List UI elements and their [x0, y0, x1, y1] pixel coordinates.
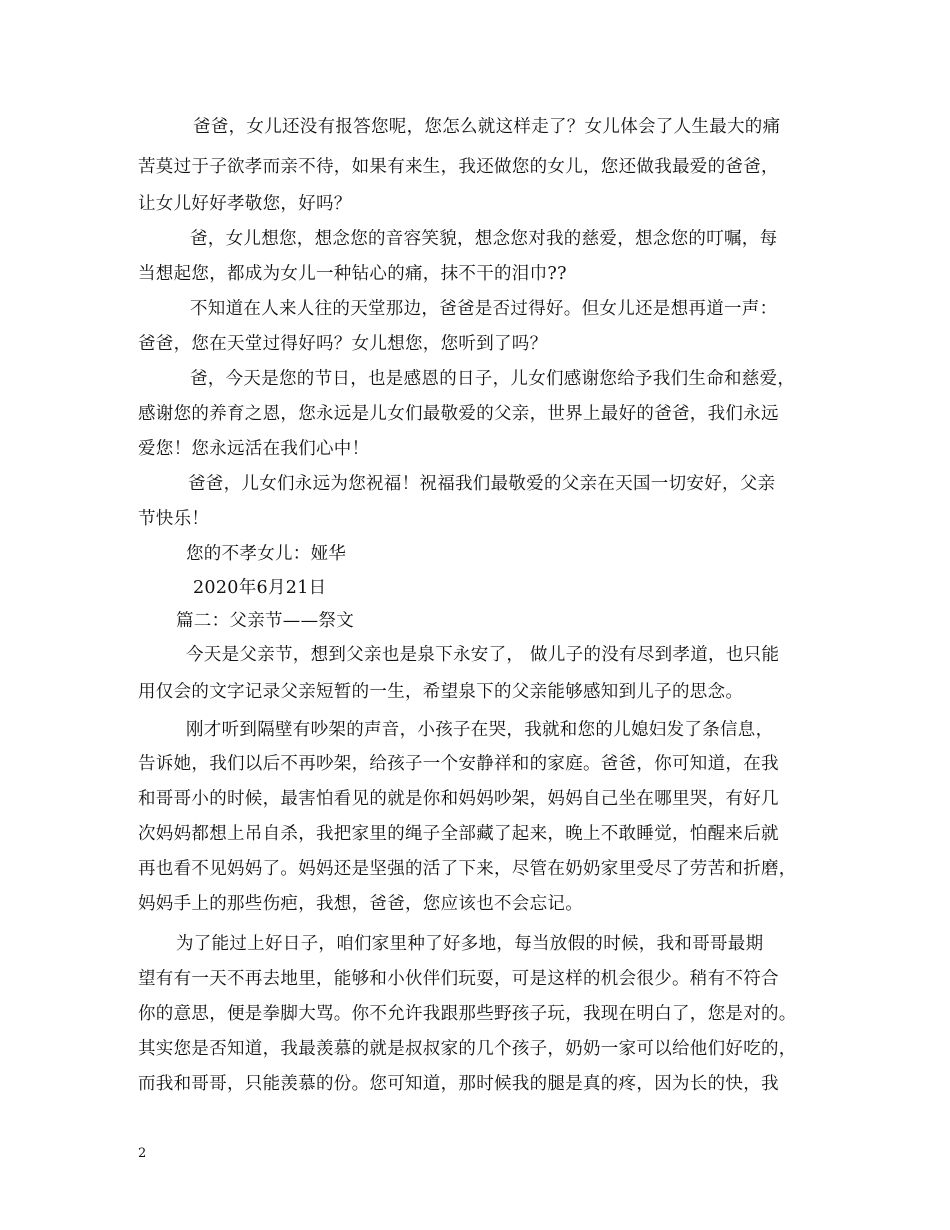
text-line: 为了能过上好日子，咱们家里种了好多地，每当放假的时候，我和哥哥最期 [176, 934, 764, 954]
text-line: 望有有一天不再去地里，能够和小伙伴们玩耍，可是这样的机会很少。稍有不符合 [138, 969, 779, 989]
text-line: 感谢您的养育之恩，您永远是儿女们最敬爱的父亲，世界上最好的爸爸，我们永远 [138, 404, 779, 424]
text-line: 而我和哥哥，只能羡慕的份。您可知道，那时候我的腿是真的疼，因为长的快，我 [138, 1074, 779, 1094]
signature-line: 您的不孝女儿：娅华 [186, 544, 347, 564]
text-line: 和哥哥小的时候，最害怕看见的就是你和妈妈吵架，妈妈自己坐在哪里哭，有好几 [138, 789, 779, 809]
text-line: 次妈妈都想上吊自杀，我把家里的绳子全部藏了起来，晚上不敢睡觉，怕醒来后就 [138, 824, 779, 844]
text-line: 爸爸，儿女们永远为您祝福！祝福我们最敬爱的父亲在天国一切安好，父亲 [188, 474, 776, 494]
text-line: 妈妈手上的那些伤疤，我想，爸爸，您应该也不会忘记。 [138, 894, 583, 914]
text-line: 爸，今天是您的节日，也是感恩的日子，儿女们感谢您给予我们生命和慈爱， [190, 369, 796, 389]
text-line: 节快乐！ [138, 509, 210, 529]
text-line: 你的意思，便是拳脚大骂。你不允许我跟那些野孩子玩，我现在明白了，您是对的。 [138, 1004, 797, 1024]
text-line: 今天是父亲节，想到父亲也是泉下永安了， 做儿子的没有尽到孝道，也只能 [186, 645, 780, 665]
text-line: 告诉她，我们以后不再吵架，给孩子一个安静祥和的家庭。爸爸，你可知道，在我 [138, 754, 779, 774]
date-line: 2020年6月21日 [193, 578, 327, 598]
text-line: 苦莫过于子欲孝而亲不待，如果有来生，我还做您的女儿，您还做我最爱的爸爸， [138, 157, 779, 177]
text-line: 再也看不见妈妈了。妈妈还是坚强的活了下来，尽管在奶奶家里受尽了劳苦和折磨， [138, 859, 797, 879]
text-line: 爸，女儿想您，想念您的音容笑貌，想念您对我的慈爱，想念您的叮嘱，每 [190, 229, 778, 249]
text-line: 其实您是否知道，我最羡慕的就是叔叔家的几个孩子，奶奶一家可以给他们好吃的， [138, 1039, 797, 1059]
text-line: 不知道在人来人往的天堂那边，爸爸是否过得好。但女儿还是想再道一声： [190, 299, 778, 319]
text-line: 爸爸，您在天堂过得好吗？女儿想您，您听到了吗？ [138, 334, 548, 354]
section-heading: 篇二：父亲节——祭文 [176, 611, 354, 631]
text-line: 爸爸，女儿还没有报答您呢，您怎么就这样走了？女儿体会了人生最大的痛 [193, 117, 781, 137]
text-line: 刚才听到隔壁有吵架的声音，小孩子在哭，我就和您的儿媳妇发了条信息， [186, 720, 774, 740]
text-line: 让女儿好好孝敬您，好吗？ [138, 194, 352, 214]
text-line: 爱您！您永远活在我们心中！ [138, 439, 370, 459]
text-line: 当想起您，都成为女儿一种钻心的痛，抹不干的泪巾?? [138, 264, 567, 284]
text-line: 用仅会的文字记录父亲短暂的一生，希望泉下的父亲能够感知到儿子的思念。 [138, 682, 744, 702]
page-number: 2 [138, 1146, 147, 1161]
